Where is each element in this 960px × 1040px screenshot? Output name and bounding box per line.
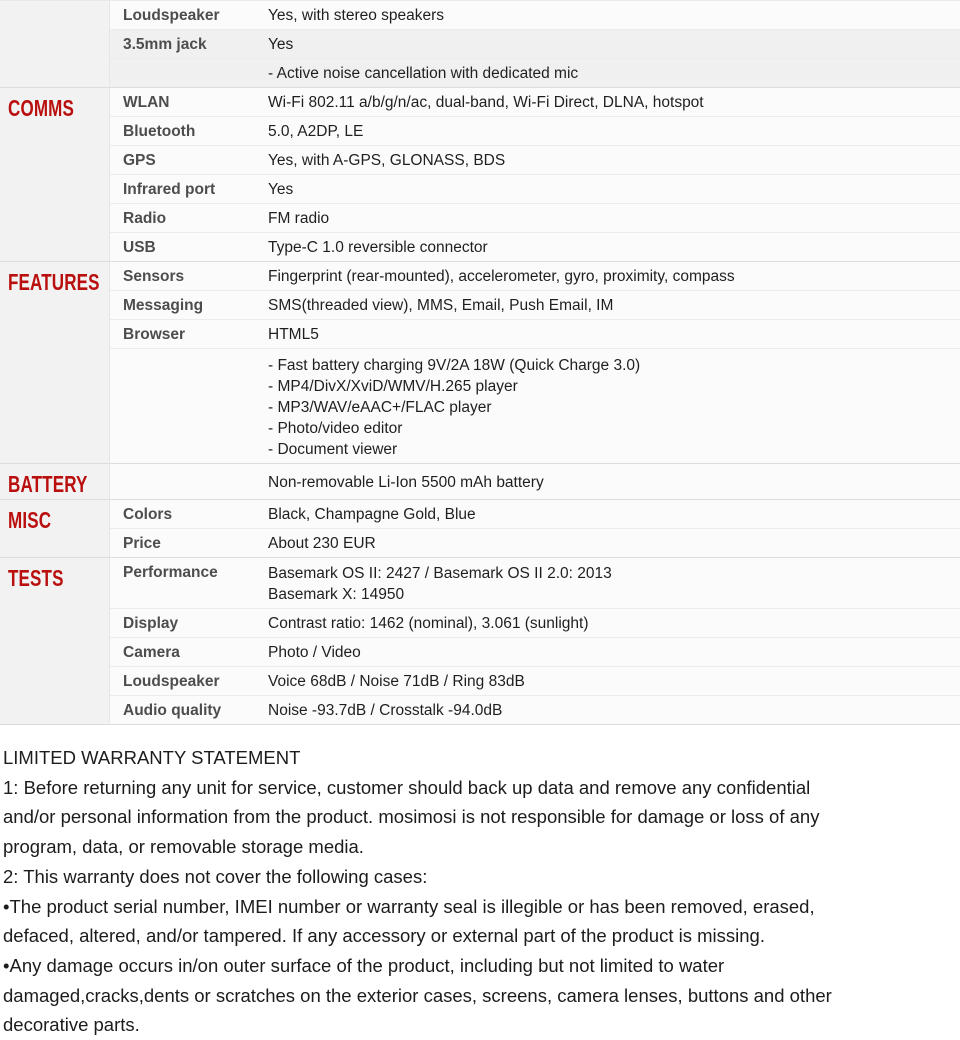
feature-line: - Fast battery charging 9V/2A 18W (Quick Charge 3.0) (268, 357, 641, 374)
spec-label: Infrared port (123, 181, 216, 198)
warranty-line: program, data, or removable storage media. (3, 836, 364, 858)
spec-row-battery (110, 464, 960, 500)
spec-label: Camera (123, 644, 180, 661)
warranty-line: •The product serial number, IMEI number or warranty seal is illegible or has been removed, erased, (3, 895, 815, 917)
spec-row-jack (110, 30, 960, 59)
spec-row-display-test (110, 609, 960, 638)
performance-line: Basemark X: 14950 (268, 586, 405, 603)
spec-value: 5.0, A2DP, LE (268, 123, 364, 140)
section-title: COMMS (8, 95, 74, 121)
spec-row-camera-test (110, 638, 960, 667)
section-title: MISC (8, 507, 52, 533)
spec-value: Non-removable Li-Ion 5500 mAh battery (268, 474, 544, 491)
spec-value (268, 349, 960, 463)
spec-value: Voice 68dB / Noise 71dB / Ring 83dB (268, 673, 525, 690)
section-title-cell (0, 464, 110, 500)
spec-row-loudspeaker (110, 1, 960, 30)
spec-label: Bluetooth (123, 123, 196, 140)
spec-label (110, 464, 268, 499)
warranty-line: damaged,cracks,dents or scratches on the exterior cases, screens, camera lenses, buttons and other (3, 984, 832, 1006)
spec-row-infrared (110, 175, 960, 204)
section-title: TESTS (8, 565, 64, 591)
spec-value: Photo / Video (268, 644, 361, 661)
spec-value: Yes, with A-GPS, GLONASS, BDS (268, 152, 506, 169)
spec-row-wlan (110, 88, 960, 117)
spec-label: Price (123, 535, 161, 552)
spec-row-noise-cancellation (110, 59, 960, 88)
section-title: BATTERY (8, 471, 88, 497)
spec-section-battery (0, 464, 960, 500)
spec-value: Type-C 1.0 reversible connector (268, 239, 488, 256)
section-title: FEATURES (8, 269, 100, 295)
spec-value: Black, Champagne Gold, Blue (268, 506, 476, 523)
warranty-section (0, 725, 933, 1040)
spec-value: Wi-Fi 802.11 a/b/g/n/ac, dual-band, Wi-Fi Direct, DLNA, hotspot (268, 94, 704, 111)
section-title-cell (0, 262, 110, 464)
spec-row-usb (110, 233, 960, 262)
spec-label: Audio quality (123, 702, 222, 719)
section-title-cell (0, 1, 110, 88)
spec-row-loudspeaker-test (110, 667, 960, 696)
feature-line: - Photo/video editor (268, 420, 403, 437)
spec-label: 3.5mm jack (123, 36, 207, 53)
warranty-line: 1: Before returning any unit for service, customer should back up data and remove any confidential (3, 776, 811, 798)
spec-value: Fingerprint (rear-mounted), accelerometer, gyro, proximity, compass (268, 268, 735, 285)
spec-row-messaging (110, 291, 960, 320)
spec-label: GPS (123, 152, 156, 169)
performance-line: Basemark OS II: 2427 / Basemark OS II 2.0: 2013 (268, 565, 612, 582)
spec-label: Display (123, 615, 179, 632)
spec-label: Loudspeaker (123, 7, 220, 24)
spec-row-gps (110, 146, 960, 175)
section-title-cell (0, 88, 110, 262)
spec-value: Noise -93.7dB / Crosstalk -94.0dB (268, 702, 503, 719)
spec-section-features (0, 262, 960, 464)
spec-label (110, 59, 268, 87)
spec-value: SMS(threaded view), MMS, Email, Push Email, IM (268, 297, 614, 314)
spec-section-misc (0, 500, 960, 558)
spec-label: Sensors (123, 268, 185, 285)
spec-row-bluetooth (110, 117, 960, 146)
spec-label (110, 349, 268, 463)
spec-row-sensors (110, 262, 960, 291)
spec-value: Yes (268, 36, 294, 53)
spec-label: Colors (123, 506, 173, 523)
warranty-title: LIMITED WARRANTY STATEMENT (3, 747, 301, 768)
spec-value: Yes, with stereo speakers (268, 7, 445, 24)
spec-row-colors (110, 500, 960, 529)
spec-section-comms (0, 88, 960, 262)
spec-label: Performance (123, 564, 218, 581)
spec-value: FM radio (268, 210, 330, 227)
spec-section-tests (0, 558, 960, 725)
spec-label: USB (123, 239, 156, 256)
spec-label: Loudspeaker (123, 673, 220, 690)
spec-row-audio-quality (110, 696, 960, 725)
feature-line: - MP4/DivX/XviD/WMV/H.265 player (268, 378, 518, 395)
feature-line: - MP3/WAV/eAAC+/FLAC player (268, 399, 492, 416)
spec-row-radio (110, 204, 960, 233)
warranty-line: •Any damage occurs in/on outer surface of the product, including but not limited to water (3, 954, 725, 976)
spec-value: Yes (268, 181, 294, 198)
section-title-cell (0, 500, 110, 558)
spec-value: About 230 EUR (268, 535, 376, 552)
warranty-line: defaced, altered, and/or tampered. If any accessory or external part of the product is missing. (3, 925, 765, 947)
spec-row-price (110, 529, 960, 558)
spec-section-sound (0, 1, 960, 88)
warranty-line: decorative parts. (3, 1014, 140, 1036)
warranty-line: and/or personal information from the product. mosimosi is not responsible for damage or loss of any (3, 806, 820, 828)
spec-row-browser (110, 320, 960, 349)
spec-value: Contrast ratio: 1462 (nominal), 3.061 (sunlight) (268, 615, 589, 632)
spec-row-other-features (110, 349, 960, 464)
spec-label: Messaging (123, 297, 204, 314)
spec-row-performance (110, 558, 960, 609)
feature-line: - Document viewer (268, 441, 398, 458)
spec-value: HTML5 (268, 326, 319, 343)
spec-value: - Active noise cancellation with dedicated mic (268, 65, 579, 82)
spec-label: Radio (123, 210, 167, 227)
spec-value (268, 558, 960, 608)
spec-label: WLAN (123, 94, 170, 111)
warranty-line: 2: This warranty does not cover the following cases: (3, 865, 428, 887)
spec-label: Browser (123, 326, 186, 343)
section-title-cell (0, 558, 110, 725)
